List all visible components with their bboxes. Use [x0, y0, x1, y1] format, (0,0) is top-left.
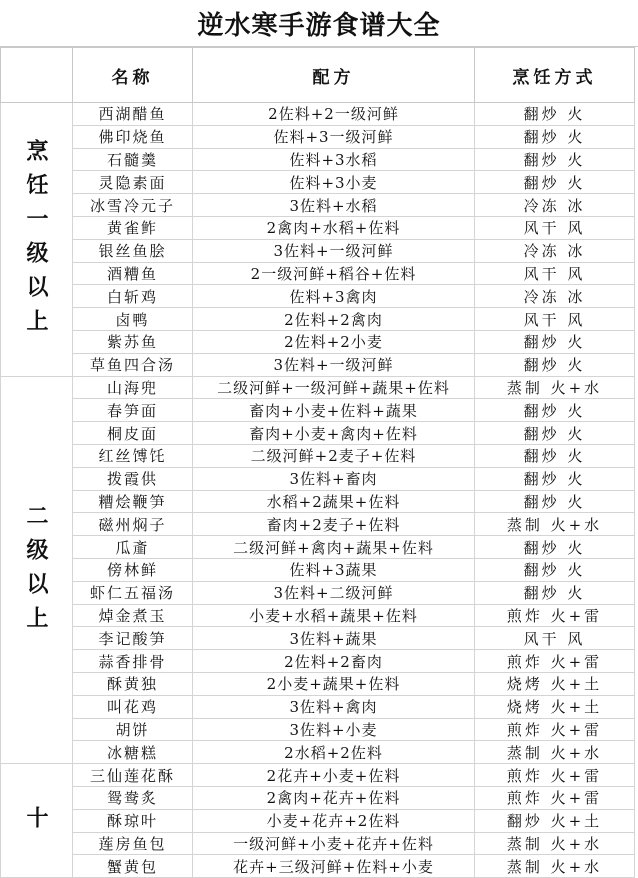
dish-name: 酒糟鱼	[73, 262, 193, 285]
dish-name: 胡饼	[73, 718, 193, 741]
dish-name: 酥黄独	[73, 672, 193, 695]
dish-recipe: 2水稻+2佐料	[193, 741, 475, 764]
dish-recipe: 3佐料+小麦	[193, 718, 475, 741]
header-section	[1, 48, 73, 103]
cooking-method: 煎炸 火+雷	[475, 718, 635, 741]
table-row	[1, 330, 635, 353]
table-row	[1, 376, 635, 399]
dish-name: 傍林鲜	[73, 558, 193, 581]
cooking-method: 冷冻 冰	[475, 239, 635, 262]
cooking-method: 翻炒 火	[475, 103, 635, 126]
dish-name: 黄雀鲊	[73, 216, 193, 239]
header-recipe: 配方	[193, 48, 475, 103]
dish-recipe: 二级河鲜+禽肉+蔬果+佐料	[193, 536, 475, 559]
dish-recipe: 2禽肉+水稻+佐料	[193, 216, 475, 239]
cooking-method: 翻炒 火	[475, 125, 635, 148]
dish-recipe: 2佐料+2禽肉	[193, 308, 475, 331]
cooking-method: 翻炒 火	[475, 330, 635, 353]
table-row	[1, 786, 635, 809]
table-row	[1, 513, 635, 536]
recipe-table	[0, 47, 635, 878]
dish-recipe: 2小麦+蔬果+佐料	[193, 672, 475, 695]
table-row	[1, 627, 635, 650]
dish-recipe: 畜肉+小麦+禽肉+佐料	[193, 422, 475, 445]
dish-recipe: 2一级河鲜+稻谷+佐料	[193, 262, 475, 285]
table-row	[1, 444, 635, 467]
table-row	[1, 536, 635, 559]
dish-name: 三仙莲花酥	[73, 764, 193, 787]
dish-recipe: 2佐料+2畜肉	[193, 650, 475, 673]
cooking-method: 翻炒 火	[475, 490, 635, 513]
cooking-method: 风干 风	[475, 262, 635, 285]
table-row	[1, 285, 635, 308]
dish-name: 焯金煮玉	[73, 604, 193, 627]
cooking-method: 翻炒 火	[475, 581, 635, 604]
cooking-method: 翻炒 火	[475, 422, 635, 445]
dish-recipe: 一级河鲜+小麦+花卉+佐料	[193, 832, 475, 855]
table-row	[1, 422, 635, 445]
table-row	[1, 125, 635, 148]
cooking-method: 烧烤 火+土	[475, 672, 635, 695]
cooking-method: 翻炒 火	[475, 353, 635, 376]
dish-name: 春笋面	[73, 399, 193, 422]
table-row	[1, 103, 635, 126]
cooking-method: 冷冻 冰	[475, 194, 635, 217]
table-row	[1, 490, 635, 513]
dish-recipe: 3佐料+水稻	[193, 194, 475, 217]
table-row	[1, 148, 635, 171]
page-title: 逆水寒手游食谱大全	[0, 0, 638, 47]
dish-recipe: 2花卉+小麦+佐料	[193, 764, 475, 787]
table-row	[1, 194, 635, 217]
table-row	[1, 832, 635, 855]
dish-name: 紫苏鱼	[73, 330, 193, 353]
table-row	[1, 741, 635, 764]
dish-recipe: 畜肉+2麦子+佐料	[193, 513, 475, 536]
header-row	[1, 48, 635, 103]
dish-name: 冰雪冷元子	[73, 194, 193, 217]
dish-recipe: 3佐料+一级河鲜	[193, 353, 475, 376]
dish-name: 酥琼叶	[73, 809, 193, 832]
table-row	[1, 764, 635, 787]
table-row	[1, 399, 635, 422]
dish-name: 蟹黄包	[73, 855, 193, 878]
dish-name: 瓜齑	[73, 536, 193, 559]
table-row	[1, 558, 635, 581]
dish-name: 佛印烧鱼	[73, 125, 193, 148]
dish-recipe: 佐料+3一级河鲜	[193, 125, 475, 148]
dish-recipe: 佐料+3水稻	[193, 148, 475, 171]
dish-name: 灵隐素面	[73, 171, 193, 194]
table-row	[1, 718, 635, 741]
dish-name: 糟烩鞭笋	[73, 490, 193, 513]
table-row	[1, 650, 635, 673]
dish-name: 磁州焖子	[73, 513, 193, 536]
dish-name: 鸳鸯炙	[73, 786, 193, 809]
table-row	[1, 581, 635, 604]
section-label: 二级以上	[1, 376, 73, 764]
dish-name: 虾仁五福汤	[73, 581, 193, 604]
dish-name: 卤鸭	[73, 308, 193, 331]
dish-recipe: 3佐料+一级河鲜	[193, 239, 475, 262]
dish-name: 红丝馎饦	[73, 444, 193, 467]
dish-name: 白斩鸡	[73, 285, 193, 308]
cooking-method: 翻炒 火	[475, 171, 635, 194]
cooking-method: 翻炒 火	[475, 148, 635, 171]
cooking-method: 蒸制 火+水	[475, 376, 635, 399]
dish-name: 草鱼四合汤	[73, 353, 193, 376]
dish-name: 莲房鱼包	[73, 832, 193, 855]
table-row	[1, 308, 635, 331]
cooking-method: 风干 风	[475, 308, 635, 331]
table-row	[1, 171, 635, 194]
dish-name: 山海兜	[73, 376, 193, 399]
dish-recipe: 畜肉+小麦+佐料+蔬果	[193, 399, 475, 422]
cooking-method: 风干 风	[475, 216, 635, 239]
dish-name: 桐皮面	[73, 422, 193, 445]
dish-name: 石髓羹	[73, 148, 193, 171]
dish-recipe: 3佐料+二级河鲜	[193, 581, 475, 604]
table-row	[1, 216, 635, 239]
cooking-method: 翻炒 火	[475, 399, 635, 422]
dish-name: 西湖醋鱼	[73, 103, 193, 126]
dish-recipe: 2佐料+2小麦	[193, 330, 475, 353]
dish-name: 冰糖糕	[73, 741, 193, 764]
cooking-method: 翻炒 火	[475, 444, 635, 467]
cooking-method: 冷冻 冰	[475, 285, 635, 308]
cooking-method: 蒸制 火+水	[475, 513, 635, 536]
dish-recipe: 3佐料+禽肉	[193, 695, 475, 718]
dish-name: 蒜香排骨	[73, 650, 193, 673]
cooking-method: 翻炒 火	[475, 558, 635, 581]
table-row	[1, 353, 635, 376]
table-row	[1, 695, 635, 718]
cooking-method: 翻炒 火	[475, 536, 635, 559]
cooking-method: 煎炸 火+雷	[475, 650, 635, 673]
dish-recipe: 水稻+2蔬果+佐料	[193, 490, 475, 513]
cooking-method: 翻炒 火	[475, 467, 635, 490]
dish-recipe: 二级河鲜+2麦子+佐料	[193, 444, 475, 467]
table-row	[1, 239, 635, 262]
dish-name: 银丝鱼脍	[73, 239, 193, 262]
dish-recipe: 3佐料+畜肉	[193, 467, 475, 490]
dish-recipe: 2佐料+2一级河鲜	[193, 103, 475, 126]
dish-recipe: 佐料+3小麦	[193, 171, 475, 194]
dish-recipe: 小麦+水稻+蔬果+佐料	[193, 604, 475, 627]
header-method: 烹饪方式	[475, 48, 635, 103]
cooking-method: 翻炒 火+土	[475, 809, 635, 832]
dish-name: 叫花鸡	[73, 695, 193, 718]
table-row	[1, 855, 635, 878]
table-row	[1, 262, 635, 285]
dish-recipe: 2禽肉+花卉+佐料	[193, 786, 475, 809]
cooking-method: 烧烤 火+土	[475, 695, 635, 718]
section-label: 十	[1, 764, 73, 878]
dish-recipe: 佐料+3蔬果	[193, 558, 475, 581]
dish-recipe: 二级河鲜+一级河鲜+蔬果+佐料	[193, 376, 475, 399]
section-label: 烹饪一级以上	[1, 103, 73, 377]
table-row	[1, 467, 635, 490]
cooking-method: 蒸制 火+水	[475, 855, 635, 878]
dish-recipe: 小麦+花卉+2佐料	[193, 809, 475, 832]
dish-recipe: 3佐料+蔬果	[193, 627, 475, 650]
cooking-method: 煎炸 火+雷	[475, 764, 635, 787]
header-name: 名称	[73, 48, 193, 103]
cooking-method: 煎炸 火+雷	[475, 604, 635, 627]
cooking-method: 蒸制 火+水	[475, 741, 635, 764]
dish-name: 李记酸笋	[73, 627, 193, 650]
cooking-method: 煎炸 火+雷	[475, 786, 635, 809]
dish-recipe: 花卉+三级河鲜+佐料+小麦	[193, 855, 475, 878]
cooking-method: 蒸制 火+水	[475, 832, 635, 855]
dish-name: 拨霞供	[73, 467, 193, 490]
table-row	[1, 604, 635, 627]
table-row	[1, 672, 635, 695]
table-row	[1, 809, 635, 832]
dish-recipe: 佐料+3禽肉	[193, 285, 475, 308]
cooking-method: 风干 风	[475, 627, 635, 650]
